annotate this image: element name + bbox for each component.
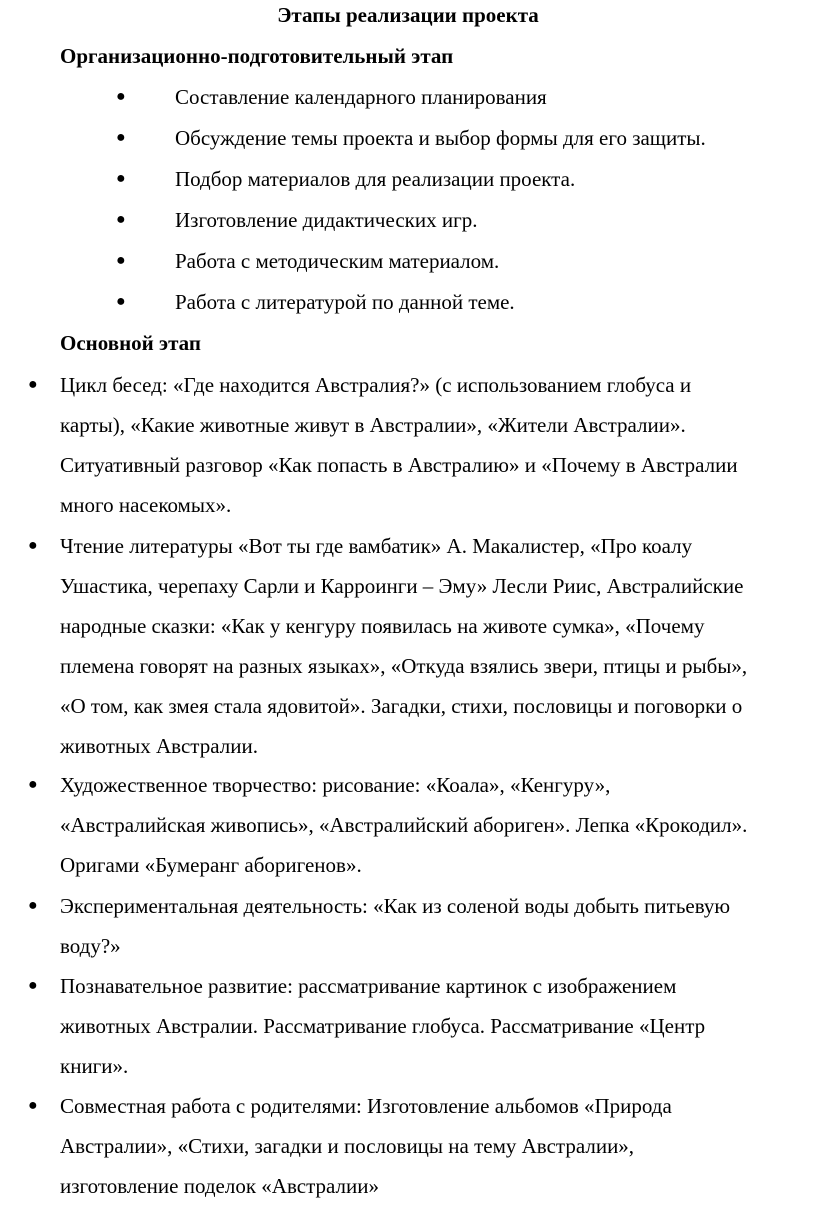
list-item-text: Изготовление дидактических игр. [175, 208, 478, 232]
bullet-icon: ● [28, 537, 38, 554]
bullet-icon: ● [28, 977, 38, 994]
list-item-text: Познавательное развитие: рассматривание картинок с изображением животных Австралии. Рассматривание глобуса. Рассматривание «Центр книги». [60, 974, 706, 1078]
bullet-icon: ● [116, 293, 126, 310]
list-item-text: Чтение литературы «Вот ты где вамбатик» А. Макалистер, «Про коалу Ушастика, черепаху Сарли и Карроинги – Эму» Лесли Риис, Австралийские народные сказки: «Как у кенгуру появилась на животе сумка», «Почему племена говорят на разных языках», «Откуда взялись звери, птицы и рыбы», «О том, как змея стала ядовитой». Загадки, стихи, пословицы и поговорки о животных Австралии. [60, 534, 748, 758]
bullet-icon: ● [28, 1097, 38, 1114]
list-item-text: Художественное творчество: рисование: «Коала», «Кенгуру», «Австралийская живопись», «Австралийский абориген». Лепка «Крокодил». Оригами «Бумеранг аборигенов». [60, 773, 748, 877]
bullet-icon: ● [28, 776, 38, 793]
list-item-text: Обсуждение темы проекта и выбор формы для его защиты. [175, 126, 706, 150]
bullet-icon: ● [28, 897, 38, 914]
list-item-text: Составление календарного планирования [175, 85, 547, 109]
section-heading-main: Основной этап [60, 331, 201, 355]
list-item-text: Цикл бесед: «Где находится Австралия?» (с использованием глобуса и карты), «Какие животные живут в Австралии», «Жители Австралии». Ситуативный разговор «Как попасть в Австралию» и «Почему в Австралии много насекомых». [60, 373, 738, 517]
page-title: Этапы реализации проекта [277, 3, 539, 27]
list-item-text: Работа с литературой по данной теме. [175, 290, 515, 314]
bullet-icon: ● [116, 129, 126, 146]
bullet-icon: ● [116, 211, 126, 228]
bullet-icon: ● [116, 170, 126, 187]
section-heading-preparatory: Организационно-подготовительный этап [60, 44, 454, 68]
list-item-text: Работа с методическим материалом. [175, 249, 500, 273]
bullet-icon: ● [116, 88, 126, 105]
list-item-text: Подбор материалов для реализации проекта. [175, 167, 576, 191]
bullet-icon: ● [116, 252, 126, 269]
list-item-text: Совместная работа с родителями: Изготовление альбомов «Природа Австралии», «Стихи, загадки и пословицы на тему Австралии», изготовление поделок «Австралии» [60, 1094, 672, 1198]
bullet-icon: ● [28, 376, 38, 393]
list-item-text: Экспериментальная деятельность: «Как из соленой воды добыть питьевую воду?» [60, 894, 731, 958]
